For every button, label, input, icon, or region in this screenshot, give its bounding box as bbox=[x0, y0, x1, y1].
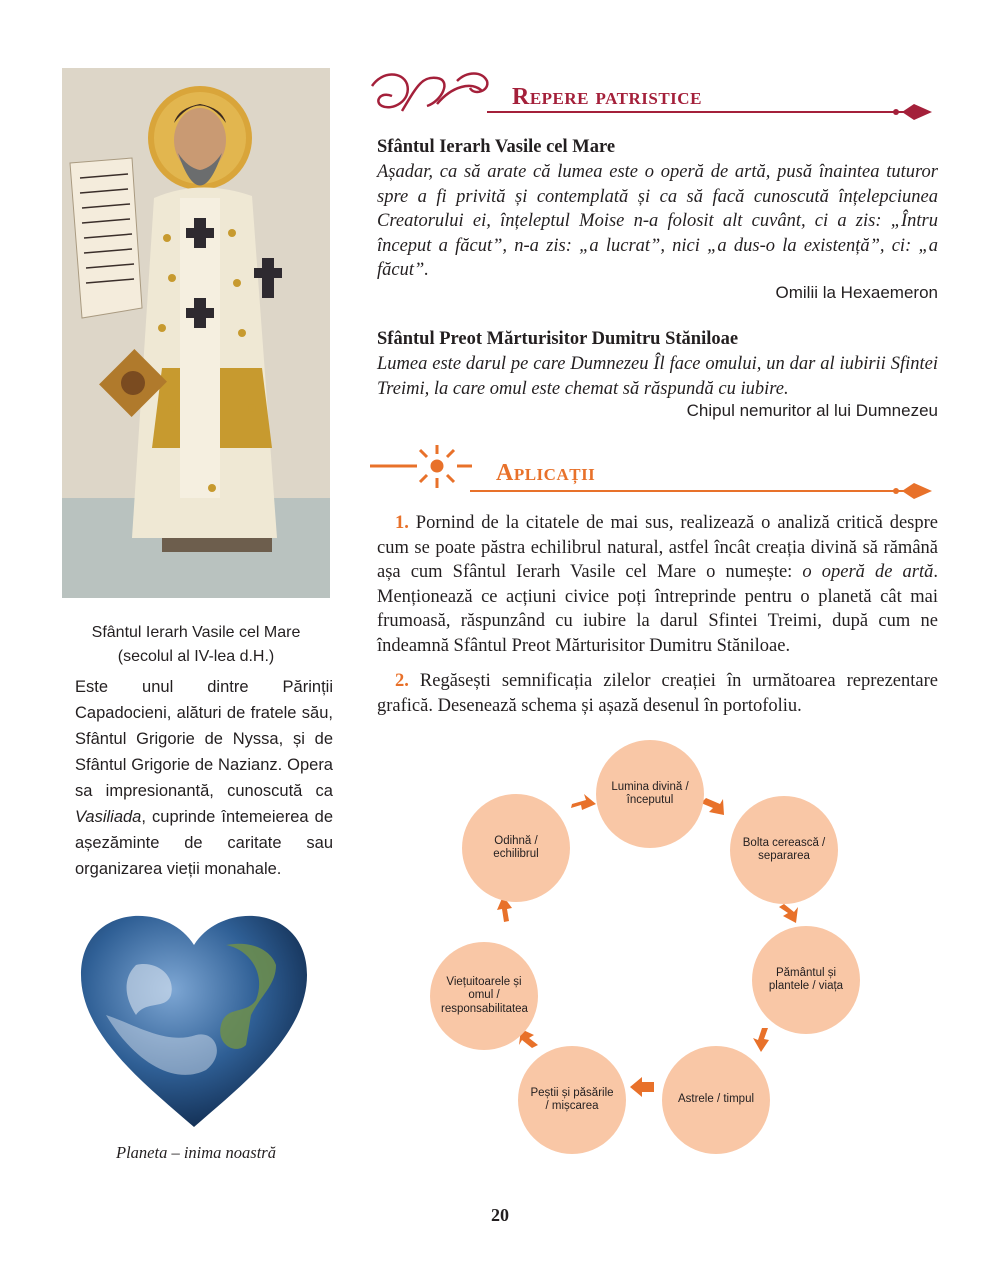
cycle-arrow bbox=[571, 794, 596, 810]
icon-caption-date: (secolul al IV-lea d.H.) bbox=[117, 648, 275, 665]
cycle-arrow bbox=[701, 798, 724, 815]
creation-cycle-diagram bbox=[400, 728, 920, 1178]
repere-title: Repere patristice bbox=[512, 84, 702, 110]
icon-caption-title: Sfântul Ierarh Vasile cel Mare bbox=[91, 624, 301, 641]
cycle-node: Lumina divină / începutul bbox=[596, 740, 704, 848]
quote2-author: Sfântul Preot Mărturisitor Dumitru Stăniloae bbox=[377, 329, 739, 349]
aplicatii-title: Aplicații bbox=[496, 460, 596, 486]
cycle-arrow bbox=[779, 904, 798, 923]
cycle-node: Astrele / timpul bbox=[662, 1046, 770, 1154]
cycle-node: Viețuitoarele și omul / responsabilitatea bbox=[430, 942, 538, 1050]
cycle-node: Odihnă / echilibrul bbox=[462, 794, 570, 902]
heart-globe-image bbox=[76, 905, 312, 1135]
cycle-arrow bbox=[630, 1077, 654, 1097]
quote2-text: Lumea este darul pe care Dumnezeu Îl face omului, un dar al iubirii Sfintei Treimi, la care omul este chemat să răspundă cu iubire. bbox=[377, 354, 938, 399]
page-number: 20 bbox=[491, 1205, 509, 1225]
aplicatii-ornament bbox=[362, 440, 942, 504]
task-2: 2. Regăsești semnificația zilelor creației în următoarea reprezentare grafică. Desenează schema și așază desenul în portofoliu. bbox=[377, 671, 938, 716]
icon-image bbox=[62, 68, 330, 598]
cycle-node: Bolta cerească / separarea bbox=[730, 796, 838, 904]
cycle-node: Peștii și păsările / mișcarea bbox=[518, 1046, 626, 1154]
biography-text: Este unul dintre Părinții Capadocieni, alături de fratele său, Sfântul Grigorie de Nyssa, și de Sfântul Grigorie de Nazianz. Opera sa impresionantă, cunoscută ca Vasiliada, cuprinde întemeierea de așezăminte de caritate sau organizarea vieții monahale. bbox=[75, 678, 333, 878]
quote2-source: Chipul nemuritor al lui Dumnezeu bbox=[686, 401, 938, 420]
quote1-source: Omilii la Hexaemeron bbox=[775, 283, 938, 302]
vasiliada-term: Vasiliada bbox=[75, 808, 142, 826]
globe-caption: Planeta – inima noastră bbox=[116, 1143, 276, 1162]
quote1-text: Așadar, ca să arate că lumea este o operă de artă, pusă înaintea tuturor spre a fi privită și contemplată și ca să facă cunoscută înțelepciunea Creatorului ei, înțeleptul Moise n-a folosit alt cuvânt, ci a zis: „Întru început a făcut”, n-a zis: „a lucrat”, nici „a dus-o la existență”, ci: „a făcut”. bbox=[377, 162, 938, 280]
cycle-arrow bbox=[753, 1028, 769, 1052]
cycle-node: Pământul și plantele / viața bbox=[752, 926, 860, 1034]
task-1: 1. Pornind de la citatele de mai sus, realizează o analiză critică despre cum se poate păstra echilibrul natural, astfel încât creația divină să rămână așa cum Sfântul Ierarh Vasile cel Mare o numește: o operă de artă. Menționează ce acțiuni civice poți întreprinde pentru o planetă cât mai frumoasă, răspunzând cu iubire la darul Sfintei Treimi, după cum ne îndeamnă Sfântul Preot Mărturisitor Dumitru Stăniloae. bbox=[377, 513, 938, 656]
quote1-author: Sfântul Ierarh Vasile cel Mare bbox=[377, 137, 616, 157]
